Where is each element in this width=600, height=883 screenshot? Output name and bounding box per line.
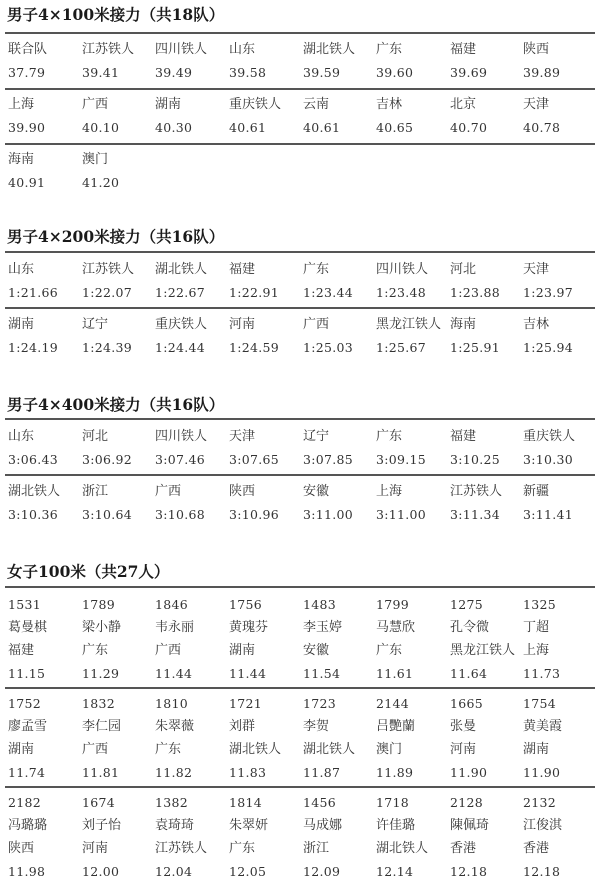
result-time: 3:07.46: [155, 452, 206, 467]
bib-number: 1846: [155, 597, 189, 612]
team-name: 海南: [450, 317, 477, 332]
bib-number: 2144: [376, 696, 410, 711]
team-name: 江苏铁人: [82, 42, 135, 57]
result-time: 3:10.68: [155, 507, 206, 522]
team-name: 上海: [523, 643, 550, 658]
result-entry: [450, 692, 524, 784]
result-time: 3:09.15: [376, 452, 427, 467]
athlete-name: 李玉婷: [303, 620, 343, 635]
bib-number: 1799: [376, 597, 410, 612]
athlete-name: 韦永丽: [155, 620, 195, 635]
bib-number: 1456: [303, 795, 337, 810]
result-entry: [229, 93, 303, 139]
bib-number: 1382: [155, 795, 189, 810]
team-name: 湖南: [8, 317, 35, 332]
team-name: 江苏铁人: [155, 841, 208, 856]
team-name: 联合队: [8, 42, 48, 57]
team-name: 河北: [82, 429, 109, 444]
result-time: 3:11.00: [303, 507, 354, 522]
result-entry: [155, 692, 229, 784]
athlete-name: 马成娜: [303, 818, 343, 833]
athlete-name: 刘子怡: [82, 818, 122, 833]
team-name: 四川铁人: [155, 429, 208, 444]
athlete-name: 朱翠妍: [229, 818, 269, 833]
result-time: 40.91: [8, 175, 46, 190]
athlete-name: 黄美霞: [523, 719, 563, 734]
team-name: 陕西: [523, 42, 550, 57]
result-time: 3:10.36: [8, 507, 59, 522]
team-name: 广西: [155, 643, 182, 658]
athlete-name: 张曼: [450, 719, 477, 734]
team-name: 河南: [82, 841, 109, 856]
result-entry: [523, 425, 597, 471]
team-name: 河北: [450, 262, 477, 277]
result-time: 1:24.59: [229, 340, 280, 355]
result-time: 3:10.25: [450, 452, 501, 467]
result-time: 12.18: [523, 864, 561, 879]
team-name: 广东: [155, 742, 182, 757]
result-entry: [229, 425, 303, 471]
section-title: 女子100米（共27人）: [7, 562, 170, 581]
section-title: 男子4×100米接力（共18队）: [7, 5, 225, 24]
result-time: 1:23.44: [303, 285, 354, 300]
athlete-name: 冯璐璐: [8, 818, 48, 833]
result-entry: [303, 93, 377, 139]
result-time: 11.90: [450, 765, 488, 780]
result-time: 12.18: [450, 864, 488, 879]
team-name: 湖北铁人: [303, 742, 356, 757]
result-entry: [82, 692, 156, 784]
result-time: 1:25.67: [376, 340, 427, 355]
result-entry: [303, 38, 377, 84]
team-name: 广东: [82, 643, 109, 658]
result-entry: [376, 38, 450, 84]
team-name: 广西: [303, 317, 330, 332]
result-entry: [155, 480, 229, 526]
result-time: 11.29: [82, 666, 120, 681]
result-entry: [523, 791, 597, 883]
result-time: 11.44: [155, 666, 193, 681]
team-name: 四川铁人: [376, 262, 429, 277]
result-time: 39.41: [82, 65, 120, 80]
result-entry: [450, 791, 524, 883]
result-entry: [450, 93, 524, 139]
result-entry: [155, 258, 229, 304]
team-name: 香港: [450, 841, 477, 856]
result-time: 1:25.91: [450, 340, 501, 355]
result-entry: [82, 148, 156, 194]
result-entry: [376, 480, 450, 526]
result-entry: [82, 313, 156, 359]
team-name: 安徽: [303, 484, 330, 499]
team-name: 河南: [229, 317, 256, 332]
result-entry: [303, 258, 377, 304]
result-time: 1:23.97: [523, 285, 574, 300]
result-entry: [376, 258, 450, 304]
result-entry: [303, 593, 377, 685]
athlete-name: 孔令微: [450, 620, 490, 635]
team-name: 湖南: [523, 742, 550, 757]
athlete-name: 黄瑰芬: [229, 620, 269, 635]
bib-number: 2132: [523, 795, 557, 810]
result-entry: [8, 258, 82, 304]
result-entry: [376, 425, 450, 471]
bib-number: 1483: [303, 597, 337, 612]
result-entry: [82, 791, 156, 883]
result-time: 3:11.34: [450, 507, 501, 522]
athlete-name: 陳佩琦: [450, 818, 490, 833]
team-name: 四川铁人: [155, 42, 208, 57]
result-time: 3:07.85: [303, 452, 354, 467]
team-name: 广东: [303, 262, 330, 277]
team-name: 吉林: [376, 97, 403, 112]
team-name: 陕西: [229, 484, 256, 499]
result-entry: [8, 425, 82, 471]
athlete-name: 丁超: [523, 620, 550, 635]
athlete-name: 许佳璐: [376, 818, 416, 833]
result-entry: [229, 480, 303, 526]
result-entry: [155, 425, 229, 471]
team-name: 辽宁: [303, 429, 330, 444]
athlete-name: 李仁园: [82, 719, 122, 734]
result-entry: [82, 38, 156, 84]
athlete-name: 廖孟雪: [8, 719, 48, 734]
team-name: 海南: [8, 152, 35, 167]
result-time: 11.54: [303, 666, 341, 681]
athlete-name: 李贺: [303, 719, 330, 734]
team-name: 山东: [8, 262, 35, 277]
result-time: 40.61: [303, 120, 341, 135]
result-entry: [82, 425, 156, 471]
bib-number: 1531: [8, 597, 42, 612]
result-time: 39.59: [303, 65, 341, 80]
result-entry: [82, 480, 156, 526]
athlete-name: 江俊淇: [523, 818, 563, 833]
team-name: 江苏铁人: [450, 484, 503, 499]
result-entry: [523, 258, 597, 304]
team-name: 澳门: [82, 152, 109, 167]
result-entry: [450, 258, 524, 304]
result-time: 1:22.91: [229, 285, 280, 300]
team-name: 陕西: [8, 841, 35, 856]
team-name: 重庆铁人: [523, 429, 576, 444]
bib-number: 1723: [303, 696, 337, 711]
result-time: 12.09: [303, 864, 341, 879]
result-time: 3:10.64: [82, 507, 133, 522]
bib-number: 2182: [8, 795, 42, 810]
result-entry: [303, 480, 377, 526]
team-name: 重庆铁人: [229, 97, 282, 112]
result-entry: [229, 791, 303, 883]
team-name: 湖北铁人: [376, 841, 429, 856]
divider: [5, 786, 595, 788]
bib-number: 1789: [82, 597, 116, 612]
divider: [5, 32, 595, 34]
team-name: 天津: [523, 262, 550, 277]
team-name: 安徽: [303, 643, 330, 658]
athlete-name: 梁小静: [82, 620, 122, 635]
team-name: 黑龙江铁人: [450, 643, 516, 658]
result-entry: [450, 38, 524, 84]
team-name: 上海: [8, 97, 35, 112]
divider: [5, 88, 595, 90]
result-entry: [229, 593, 303, 685]
result-time: 1:24.39: [82, 340, 133, 355]
bib-number: 1754: [523, 696, 557, 711]
result-time: 40.61: [229, 120, 267, 135]
team-name: 浙江: [82, 484, 109, 499]
result-entry: [8, 313, 82, 359]
result-time: 11.44: [229, 666, 267, 681]
bib-number: 1325: [523, 597, 557, 612]
result-time: 11.15: [8, 666, 46, 681]
result-entry: [523, 593, 597, 685]
result-time: 3:10.96: [229, 507, 280, 522]
result-time: 1:23.48: [376, 285, 427, 300]
team-name: 山东: [229, 42, 256, 57]
result-time: 12.04: [155, 864, 193, 879]
result-time: 11.61: [376, 666, 414, 681]
result-time: 1:25.03: [303, 340, 354, 355]
result-entry: [229, 692, 303, 784]
athlete-name: 马慧欣: [376, 620, 416, 635]
result-time: 12.00: [82, 864, 120, 879]
result-entry: [8, 93, 82, 139]
result-entry: [523, 93, 597, 139]
result-entry: [376, 593, 450, 685]
divider: [5, 418, 595, 420]
team-name: 湖南: [155, 97, 182, 112]
result-time: 40.10: [82, 120, 120, 135]
bib-number: 1832: [82, 696, 116, 711]
result-entry: [523, 692, 597, 784]
result-entry: [303, 791, 377, 883]
result-entry: [523, 480, 597, 526]
result-time: 11.90: [523, 765, 561, 780]
result-entry: [8, 791, 82, 883]
result-time: 11.73: [523, 666, 561, 681]
divider: [5, 307, 595, 309]
result-entry: [155, 93, 229, 139]
team-name: 福建: [8, 643, 35, 658]
result-entry: [8, 480, 82, 526]
result-entry: [450, 593, 524, 685]
result-entry: [376, 313, 450, 359]
team-name: 广西: [155, 484, 182, 499]
result-time: 39.69: [450, 65, 488, 80]
team-name: 黑龙江铁人: [376, 317, 442, 332]
bib-number: 1674: [82, 795, 116, 810]
team-name: 北京: [450, 97, 477, 112]
bib-number: 1721: [229, 696, 263, 711]
bib-number: 1718: [376, 795, 410, 810]
result-time: 11.82: [155, 765, 193, 780]
athlete-name: 葛曼棋: [8, 620, 48, 635]
result-time: 11.87: [303, 765, 341, 780]
team-name: 吉林: [523, 317, 550, 332]
divider: [5, 474, 595, 476]
result-entry: [155, 313, 229, 359]
result-time: 1:21.66: [8, 285, 59, 300]
result-time: 1:24.44: [155, 340, 206, 355]
result-entry: [8, 692, 82, 784]
result-time: 40.30: [155, 120, 193, 135]
result-entry: [229, 258, 303, 304]
bib-number: 1810: [155, 696, 189, 711]
result-time: 39.89: [523, 65, 561, 80]
result-time: 40.70: [450, 120, 488, 135]
athlete-name: 吕艷蘭: [376, 719, 416, 734]
result-time: 1:24.19: [8, 340, 59, 355]
result-time: 1:22.07: [82, 285, 133, 300]
team-name: 重庆铁人: [155, 317, 208, 332]
team-name: 湖南: [8, 742, 35, 757]
divider: [5, 251, 595, 253]
result-time: 11.64: [450, 666, 488, 681]
team-name: 福建: [450, 429, 477, 444]
team-name: 广西: [82, 97, 109, 112]
team-name: 广东: [376, 429, 403, 444]
team-name: 广东: [376, 42, 403, 57]
section-title: 男子4×400米接力（共16队）: [7, 395, 225, 414]
result-time: 3:11.41: [523, 507, 574, 522]
result-entry: [82, 93, 156, 139]
result-entry: [155, 791, 229, 883]
team-name: 湖北铁人: [303, 42, 356, 57]
bib-number: 1752: [8, 696, 42, 711]
bib-number: 1275: [450, 597, 484, 612]
team-name: 浙江: [303, 841, 330, 856]
result-entry: [450, 425, 524, 471]
result-time: 37.79: [8, 65, 46, 80]
team-name: 云南: [303, 97, 330, 112]
result-time: 3:11.00: [376, 507, 427, 522]
result-time: 11.89: [376, 765, 414, 780]
team-name: 广东: [376, 643, 403, 658]
team-name: 福建: [229, 262, 256, 277]
athlete-name: 刘群: [229, 719, 256, 734]
result-entry: [303, 692, 377, 784]
result-time: 40.78: [523, 120, 561, 135]
team-name: 福建: [450, 42, 477, 57]
result-entry: [82, 258, 156, 304]
result-entry: [8, 148, 82, 194]
result-entry: [450, 480, 524, 526]
divider: [5, 687, 595, 689]
result-entry: [155, 38, 229, 84]
result-time: 11.81: [82, 765, 120, 780]
team-name: 湖北铁人: [8, 484, 61, 499]
bib-number: 2128: [450, 795, 484, 810]
team-name: 辽宁: [82, 317, 109, 332]
divider: [5, 143, 595, 145]
result-time: 11.83: [229, 765, 267, 780]
result-entry: [8, 38, 82, 84]
result-entry: [376, 791, 450, 883]
result-entry: [523, 38, 597, 84]
result-time: 1:25.94: [523, 340, 574, 355]
result-time: 39.90: [8, 120, 46, 135]
result-entry: [303, 313, 377, 359]
bib-number: 1814: [229, 795, 263, 810]
result-time: 40.65: [376, 120, 414, 135]
section-title: 男子4×200米接力（共16队）: [7, 227, 225, 246]
result-time: 39.49: [155, 65, 193, 80]
team-name: 广西: [82, 742, 109, 757]
team-name: 天津: [523, 97, 550, 112]
result-entry: [82, 593, 156, 685]
result-entry: [303, 425, 377, 471]
team-name: 江苏铁人: [82, 262, 135, 277]
result-time: 1:23.88: [450, 285, 501, 300]
result-time: 3:06.92: [82, 452, 133, 467]
result-time: 39.58: [229, 65, 267, 80]
result-time: 3:07.65: [229, 452, 280, 467]
result-time: 1:22.67: [155, 285, 206, 300]
team-name: 湖北铁人: [155, 262, 208, 277]
result-entry: [229, 38, 303, 84]
team-name: 山东: [8, 429, 35, 444]
result-entry: [376, 692, 450, 784]
team-name: 湖北铁人: [229, 742, 282, 757]
result-time: 11.98: [8, 864, 46, 879]
result-entry: [376, 93, 450, 139]
result-entry: [523, 313, 597, 359]
bib-number: 1756: [229, 597, 263, 612]
result-time: 11.74: [8, 765, 46, 780]
result-time: 12.14: [376, 864, 414, 879]
team-name: 澳门: [376, 742, 403, 757]
team-name: 上海: [376, 484, 403, 499]
bib-number: 1665: [450, 696, 484, 711]
result-time: 3:10.30: [523, 452, 574, 467]
result-entry: [155, 593, 229, 685]
result-time: 41.20: [82, 175, 120, 190]
result-time: 3:06.43: [8, 452, 59, 467]
team-name: 天津: [229, 429, 256, 444]
team-name: 河南: [450, 742, 477, 757]
result-time: 39.60: [376, 65, 414, 80]
divider: [5, 586, 595, 588]
team-name: 广东: [229, 841, 256, 856]
team-name: 湖南: [229, 643, 256, 658]
athlete-name: 朱翠薇: [155, 719, 195, 734]
result-time: 12.05: [229, 864, 267, 879]
result-entry: [450, 313, 524, 359]
athlete-name: 袁琦琦: [155, 818, 195, 833]
team-name: 新疆: [523, 484, 550, 499]
team-name: 香港: [523, 841, 550, 856]
result-entry: [8, 593, 82, 685]
result-entry: [229, 313, 303, 359]
